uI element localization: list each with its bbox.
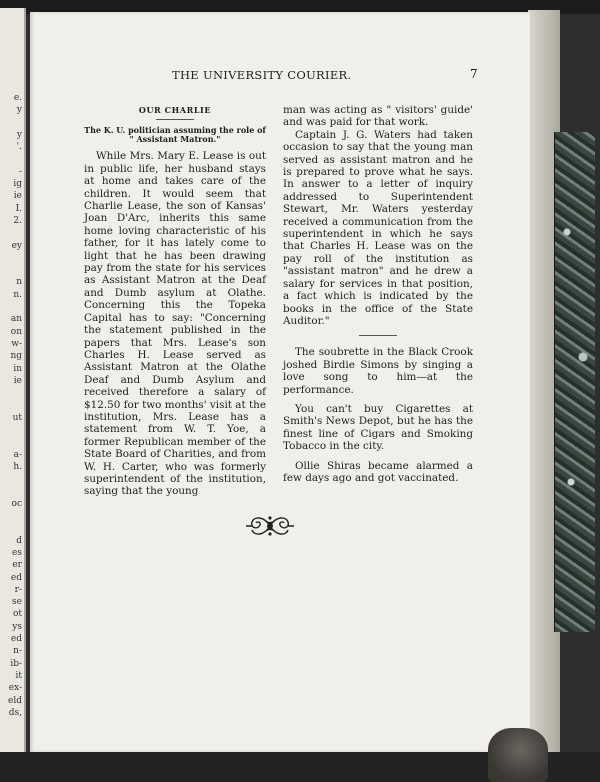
left-column	[84, 104, 266, 498]
facing-page-fragment	[8, 227, 22, 239]
article-paragraph: While Mrs. Mary E. Lease is out in public life, her husband stays at home and takes care of the children. It would seem that Charlie Lease, the son of Kansas' Joan D'Arc, inherits this same home loving characteristic of his father, for it has lately come to light that he has been drawing pay from the state for his services as Assistant Matron at the Deaf and Dumb asylum at Olathe. Concerning this the Topeka Capital has to say: "Concerning the statement published in the papers that Mrs. Lease's son Charles H. Lease served as Assistant Matron at the Olathe Deaf and Dumb Asylum and received therefore a salary of $12.50 for two months' visit at the institution, Mrs. Lease has a statement from W. T. Yoe, a former Republican member of the State Board of Charities, and from W. H. Carter, who was formerly superintendent of the institution, saying that the young	[84, 150, 267, 498]
facing-page-fragment: I.	[15, 203, 22, 214]
facing-page-fragment: n	[16, 277, 22, 288]
facing-page-fragment	[8, 153, 22, 165]
thumb-holding-page	[488, 728, 548, 782]
facing-page-fragment: on	[10, 326, 22, 337]
section-rule	[359, 335, 397, 336]
facing-page-edge	[0, 8, 26, 753]
facing-page-fragment: eld	[8, 695, 22, 706]
facing-page-fragment: ed	[10, 634, 22, 645]
article-title: OUR CHARLIE	[138, 105, 212, 115]
article-paragraph: Captain J. G. Waters had taken occasion to say that the young man served as assistant matron and he is prepared to prove what he says. In answer to a letter of inquiry addressed to Superintendent Stewart, Mr. Waters yesterday received a communication from the superintendent in which he says that Charles H. Lease was on the pay roll of the institution as "assistant matron" and he drew a salary for services in that position, a fact which is indicated by the books in the office of the State Auditor."	[283, 128, 473, 327]
facing-page-fragment: h.	[13, 461, 22, 472]
facing-page-fragment: er	[12, 560, 22, 571]
facing-page-fragment: w-	[11, 338, 22, 349]
right-column	[283, 104, 473, 484]
facing-page-fragment	[8, 424, 22, 436]
facing-page-fragment: ey	[11, 240, 22, 251]
facing-page-fragment	[8, 399, 22, 411]
facing-page-fragment	[8, 301, 22, 313]
facing-page-fragment: oc	[11, 498, 22, 509]
facing-page-fragment: se	[12, 597, 22, 608]
facing-page-fragment	[8, 117, 22, 129]
facing-page-fragment: ib-	[10, 658, 22, 669]
facing-page-fragment: ng	[10, 351, 22, 362]
facing-page-fragment: ut	[12, 412, 22, 423]
news-note: The soubrette in the Black Crook joshed Birdie Simons by singing a love song to him—at the performance.	[283, 346, 473, 396]
page-number: 7	[470, 67, 478, 81]
facing-page-fragment: '.	[16, 142, 22, 153]
facing-page-fragment: y	[16, 129, 22, 140]
facing-page-fragment: ig	[13, 179, 22, 190]
facing-page-fragment: y	[16, 105, 22, 116]
facing-page-fragment: n.	[13, 289, 22, 300]
facing-page-fragment: ds,	[8, 707, 22, 718]
facing-page-fragment: ot	[12, 609, 22, 620]
facing-page-fragment	[8, 486, 22, 498]
facing-page-fragment: e.	[13, 93, 22, 103]
facing-page-fragment: r-	[14, 584, 22, 595]
facing-page-fragment	[8, 252, 22, 264]
facing-page-fragment: es	[12, 547, 22, 558]
facing-page-fragment	[8, 473, 22, 485]
facing-page-fragment: it	[15, 670, 22, 681]
facing-page-fragment: ex-	[8, 683, 22, 694]
facing-page-fragment	[8, 522, 22, 534]
news-note: You can't buy Cigarettes at Smith's News Depot, but he has the finest line of Cigars and Smoking Tobacco in the city.	[283, 402, 473, 453]
facing-page-fragment: ie	[13, 191, 22, 202]
article-subtitle-line1: The K. U. politician assuming the role of	[84, 125, 266, 136]
running-title: THE UNIVERSITY COURIER.	[172, 68, 352, 82]
facing-page-fragment: d	[16, 535, 22, 546]
facing-page-fragment	[8, 436, 22, 448]
title-rule	[156, 119, 194, 120]
marbled-endpaper	[554, 132, 595, 632]
facing-page-fragment	[8, 264, 22, 276]
article-subtitle-line2: " Assistant Matron."	[129, 134, 221, 145]
facing-page-fragment: ys	[12, 621, 22, 632]
facing-page-fragment: an	[10, 314, 22, 325]
news-note: Ollie Shiras became alarmed a few days ago and got vaccinated.	[283, 459, 473, 484]
facing-page-fragment: a-	[13, 449, 22, 460]
facing-page-fragment: in	[13, 363, 22, 374]
article-paragraph-continued: man was acting as " visitors' guide' and was paid for that work.	[283, 104, 473, 129]
facing-page-fragment	[8, 387, 22, 399]
facing-page-fragment: ed	[10, 572, 22, 583]
facing-page-text-fragments	[8, 92, 22, 719]
article-subtitle	[84, 126, 266, 144]
facing-page-fragment: n-	[13, 646, 22, 657]
facing-page-fragment: ie	[13, 375, 22, 386]
facing-page-fragment	[8, 510, 22, 522]
facing-page-fragment: -	[18, 166, 22, 177]
floral-ornament-icon	[244, 512, 296, 540]
facing-page-fragment: 2.	[13, 215, 22, 226]
